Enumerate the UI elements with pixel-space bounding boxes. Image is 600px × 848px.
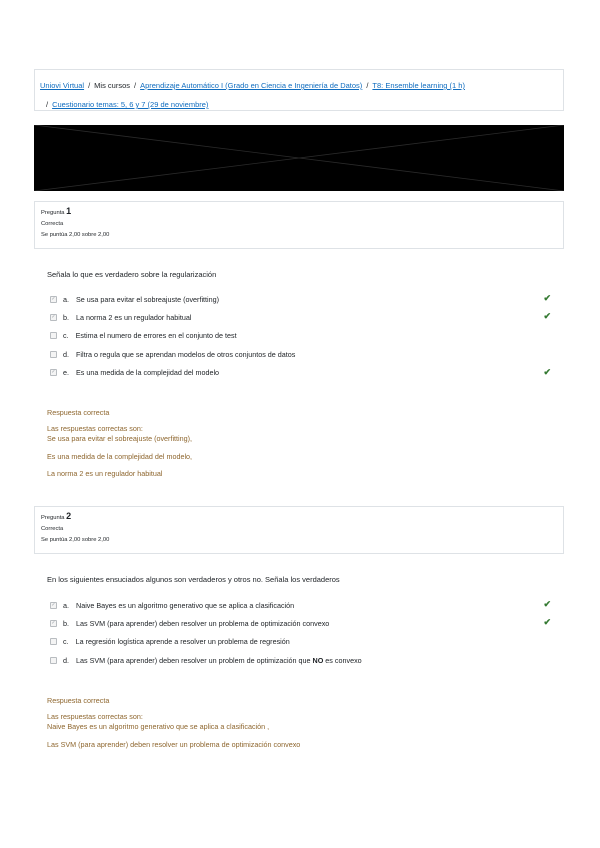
answer-text-after: es convexo (323, 655, 362, 665)
feedback-result: Respuesta correcta (47, 696, 110, 705)
answer-letter: d. (63, 349, 69, 359)
question-1-feedback (47, 405, 192, 481)
answer-checkbox-checked[interactable]: ✓ (51, 295, 56, 302)
answer-text: Las SVM (para aprender) deben resolver un problema de optimización convexo (76, 619, 330, 629)
question-number: 2 (66, 511, 72, 521)
answer-letter: a. (63, 294, 69, 304)
question-1-text: Señala lo que es verdadero sobre la regularización (47, 270, 217, 279)
question-grade: Se puntúa 2,00 sobre 2,00 (41, 537, 110, 543)
answer-text: Filtra o regula que se aprendan modelos de otros conjuntos de datos (76, 349, 296, 359)
question-label: Pregunta (41, 210, 65, 216)
question-2-info (34, 506, 564, 554)
breadcrumb-link-quiz[interactable]: Cuestionario temas: 5, 6 y 7 (29 de noviembre) (52, 100, 209, 109)
correct-check-icon: ✔ (543, 366, 551, 377)
question-2-text: En los siguientes ensuciados algunos son verdaderos y otros no. Señala los verdaderos (47, 575, 340, 584)
answer-option (50, 364, 555, 382)
feedback-correct-answer: Se usa para evitar el sobreajuste (overfitting), (47, 434, 193, 443)
breadcrumb-link-section[interactable]: T8: Ensemble learning (1 h) (372, 81, 465, 90)
answer-letter: a. (63, 600, 69, 610)
answer-option (50, 345, 555, 363)
answer-checkbox-checked[interactable]: ✓ (51, 620, 56, 627)
breadcrumb-item-mis-cursos: Mis cursos (94, 81, 130, 90)
answer-letter: c. (63, 637, 69, 647)
breadcrumb-separator: / (46, 100, 49, 109)
breadcrumb-separator: / (88, 81, 91, 90)
answer-text (76, 656, 362, 665)
answer-option (50, 633, 555, 651)
question-state: Correcta (41, 526, 64, 532)
answer-text-emphasis: NO (312, 655, 324, 665)
feedback-correct-answer: Las SVM (para aprender) deben resolver un problema de optimización convexo (47, 740, 301, 749)
banner-cross-icon (34, 125, 564, 191)
answer-letter: b. (63, 619, 69, 629)
breadcrumb-separator: / (366, 81, 369, 90)
answer-checkbox[interactable] (50, 657, 57, 664)
banner-image-placeholder (34, 125, 564, 191)
answer-text: Es una medida de la complejidad del modelo (76, 368, 220, 378)
breadcrumb-separator: / (134, 81, 137, 90)
answer-option (50, 308, 555, 326)
answer-text: La norma 2 es un regulador habitual (76, 313, 192, 323)
question-state: Correcta (41, 221, 64, 227)
answer-letter: d. (63, 655, 69, 665)
answer-text: La regresión logística aprende a resolver un problema de regresión (75, 637, 290, 647)
answer-option (50, 327, 555, 345)
feedback-correct-answer: Es una medida de la complejidad del modelo, (47, 452, 193, 461)
question-grade: Se puntúa 2,00 sobre 2,00 (41, 232, 110, 238)
answer-checkbox-checked[interactable]: ✓ (51, 369, 56, 376)
answer-checkbox[interactable] (50, 351, 57, 358)
question-1-info (34, 201, 564, 249)
question-2-answers (50, 596, 555, 670)
answer-text: Se usa para evitar el sobreajuste (overfitting) (76, 294, 220, 304)
question-label: Pregunta (41, 515, 65, 521)
answer-checkbox-checked[interactable]: ✓ (51, 314, 56, 321)
feedback-correct-answer: Naive Bayes es un algoritmo generativo que se aplica a clasificación , (47, 722, 270, 731)
answer-letter: e. (63, 368, 69, 378)
correct-check-icon: ✔ (543, 293, 551, 303)
feedback-intro: Las respuestas correctas son: (47, 712, 143, 721)
breadcrumb (34, 69, 564, 111)
question-number: 1 (66, 206, 72, 216)
breadcrumb-link-uniovi[interactable]: Uniovi Virtual (40, 81, 85, 90)
answer-text-before: Las SVM (para aprender) deben resolver un problem de optimización que (76, 655, 313, 665)
answer-option (50, 596, 555, 614)
answer-letter: b. (63, 313, 69, 323)
answer-checkbox[interactable] (50, 638, 57, 645)
answer-checkbox[interactable] (50, 332, 57, 339)
correct-check-icon: ✔ (543, 311, 551, 322)
feedback-correct-answer: La norma 2 es un regulador habitual (47, 469, 163, 478)
answer-letter: c. (63, 331, 69, 341)
answer-text: Estima el numero de errores en el conjunto de test (75, 331, 237, 341)
answer-checkbox-checked[interactable]: ✓ (51, 601, 56, 608)
answer-option (50, 290, 555, 308)
correct-check-icon: ✔ (543, 599, 551, 609)
question-2-feedback (47, 693, 300, 752)
answer-text: Naive Bayes es un algoritmo generativo que se aplica a clasificación (76, 600, 295, 610)
breadcrumb-link-course[interactable]: Aprendizaje Automático I (Grado en Ciencia e Ingeniería de Datos) (140, 81, 363, 90)
feedback-result: Respuesta correcta (47, 408, 110, 417)
feedback-intro: Las respuestas correctas son: (47, 424, 143, 433)
answer-option (50, 614, 555, 632)
correct-check-icon: ✔ (543, 617, 551, 628)
question-1-answers (50, 290, 555, 382)
answer-option (50, 651, 555, 669)
